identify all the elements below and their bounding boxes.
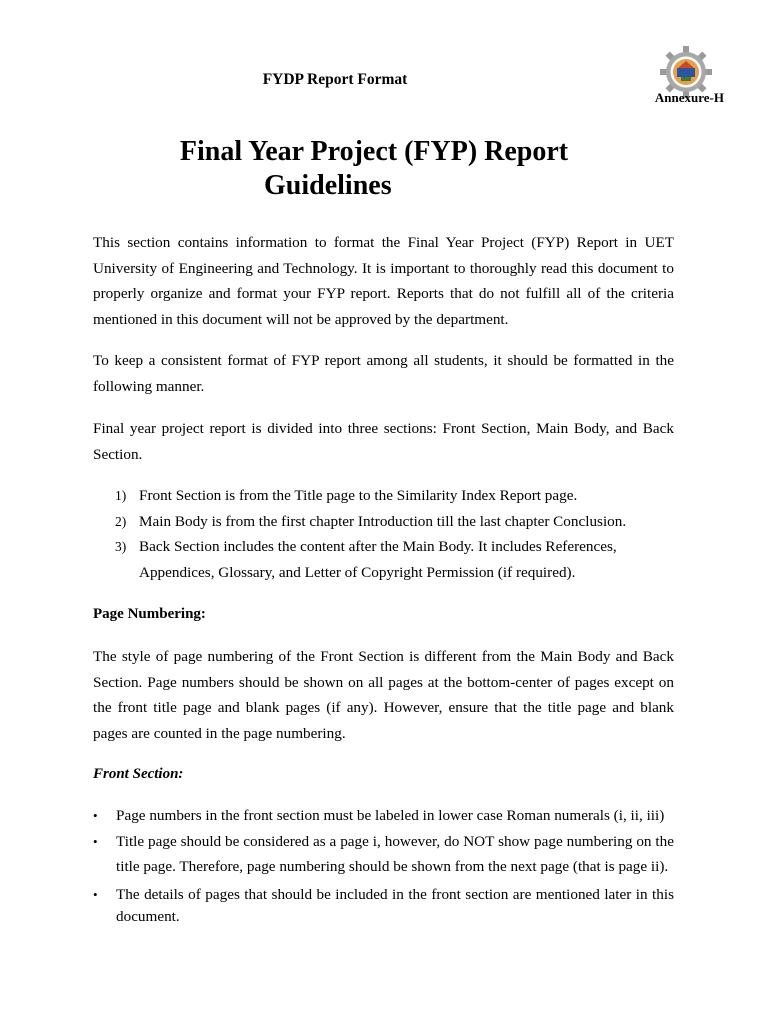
front-section-heading: Front Section:: [93, 766, 184, 782]
document-header-title: FYDP Report Format: [262, 71, 408, 88]
intro-paragraph: This section contains information to format the Final Year Project (FYP) Report in UET University of Engineering and Technology. It is important to thoroughly read this document to properly organize and format your FYP report. Reports that do not fulfill all of the criteria mentioned in this document will not be approved by the department.: [93, 234, 674, 328]
list-number: 3): [115, 539, 127, 554]
page-numbering-heading: Page Numbering:: [93, 606, 206, 622]
list-item-text: Page numbers in the front section must be labeled in lower case Roman numerals (i, ii, iii): [116, 807, 665, 824]
front-section-bullets: [93, 803, 674, 928]
bullet: •: [93, 886, 98, 902]
page-numbering-paragraph: The style of page numbering of the Front Section is different from the Main Body and Back Section. Page numbers should be shown on all pages at the bottom-center of pages except on the front title page and blank pages (if any). However, ensure that the title page and blank pages are counted in the page numbering.: [93, 648, 674, 742]
list-item: [115, 509, 674, 535]
list-item: [93, 829, 674, 880]
list-item: [93, 803, 674, 829]
list-number: 1): [115, 488, 127, 503]
list-item: [93, 884, 674, 928]
consistent-format-paragraph: To keep a consistent format of FYP report among all students, it should be formatted in the following manner.: [93, 352, 674, 395]
list-number: 2): [115, 513, 127, 529]
list-item-text: Front Section is from the Title page to the Similarity Index Report page.: [139, 487, 578, 504]
sections-intro-paragraph: Final year project report is divided into three sections: Front Section, Main Body, and Back Section.: [93, 420, 674, 463]
sections-list: [115, 483, 674, 585]
document-title-line-2: Guidelines: [264, 170, 392, 201]
annexure-label: Annexure-H: [654, 90, 724, 105]
bullet: •: [93, 833, 98, 849]
bullet: •: [93, 808, 98, 823]
document-title-line-1: Final Year Project (FYP) Report: [179, 136, 569, 167]
list-item-text: Title page should be considered as a page i, however, do NOT show page numbering on the title page. Therefore, page numbering should be shown from the next page (that is page ii).: [116, 832, 674, 875]
list-item: [115, 483, 674, 509]
list-item-text: The details of pages that should be included in the front section are mentioned later in this document.: [116, 885, 674, 925]
list-item-text: Main Body is from the first chapter Introduction till the last chapter Conclusion.: [139, 512, 627, 530]
list-item-text: Back Section includes the content after the Main Body. It includes References, Appendices, Glossary, and Letter of Copyright Permission (if required).: [139, 538, 617, 581]
list-item: [115, 534, 639, 585]
